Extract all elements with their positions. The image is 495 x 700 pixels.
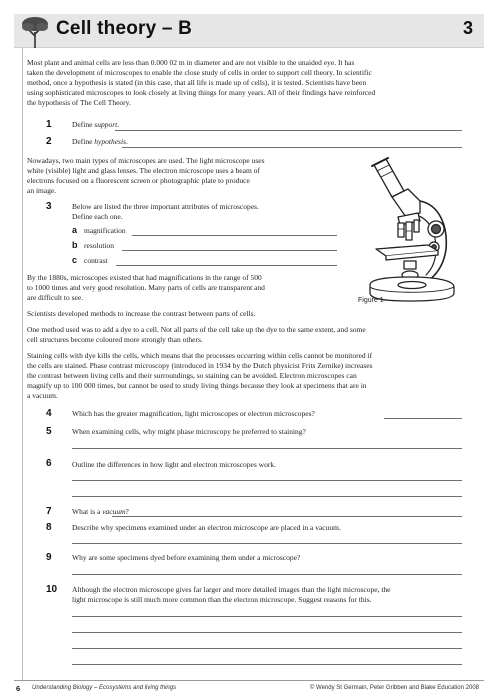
microscopes-line: white (visible) light and glass lenses. The electron microscope uses a beam of xyxy=(27,166,260,175)
part-c-label: contrast xyxy=(84,256,108,265)
answer-line[interactable] xyxy=(384,418,462,419)
figure-caption: Figure 1 xyxy=(358,297,384,304)
question-4-text: Which has the greater magnification, light microscopes or electron microscopes? xyxy=(72,409,315,418)
question-5-number: 5 xyxy=(46,426,52,437)
question-3-text: Define each one. xyxy=(72,212,123,221)
answer-line[interactable] xyxy=(72,664,462,665)
staining-line: the contrast between living cells and their surroundings, so staining can be avoided. Electron microscopes can xyxy=(27,371,357,380)
intro-line: taken the development of microscopes to enable the close study of cells in order to support cell theory. In scientific xyxy=(27,68,372,77)
part-b-letter: b xyxy=(72,240,78,250)
dye-line: One method used was to add a dye to a cell. Not all parts of the cell take up the dye to the same extent, and some xyxy=(27,325,366,334)
question-1-text: Define support. xyxy=(72,120,120,129)
question-8-text: Describe why specimens examined under an electron microscope are placed in a vacuum. xyxy=(72,523,341,532)
footer-copyright: © Wendy St Germain, Peter Gribben and Blake Education 2008 xyxy=(309,685,479,691)
tree-icon xyxy=(20,14,50,48)
intro-line: the hypothesis of The Cell Theory. xyxy=(27,98,131,107)
history-line: are difficult to see. xyxy=(27,293,84,302)
answer-line[interactable] xyxy=(116,265,337,266)
question-9-number: 9 xyxy=(46,552,52,563)
footer-book-title: Understanding Biology – Ecosystems and living things xyxy=(32,685,177,691)
microscope-illustration xyxy=(348,157,466,307)
microscopes-line: Nowadays, two main types of microscopes are used. The light microscope uses xyxy=(27,156,265,165)
answer-line[interactable] xyxy=(72,632,462,633)
dye-line: cell structures become coloured more strongly than others. xyxy=(27,335,203,344)
question-9-text: Why are some specimens dyed before examining them under a microscope? xyxy=(72,553,301,562)
staining-line: the cells are stained. Phase contrast microscopy (introduced in 1934 by the Dutch physicist Frits Zernike) increases xyxy=(27,361,373,370)
answer-line[interactable] xyxy=(122,250,337,251)
question-2-number: 2 xyxy=(46,136,52,147)
answer-line[interactable] xyxy=(72,543,462,544)
question-6-text: Outline the differences in how light and electron microscopes work. xyxy=(72,460,276,469)
staining-line: Staining cells with dye kills the cells, which means that the processes occurring within cells cannot be monitored if xyxy=(27,351,373,360)
question-1-number: 1 xyxy=(46,119,52,130)
staining-line: magnify up to 100 000 times, but cannot be used to study living things because they look at specimens that are in xyxy=(27,381,367,390)
page-title: Cell theory – B xyxy=(56,18,193,39)
intro-line: method, once a hypothesis is stated (in this case, that all life is made up of cells), it is tested. Scientists have been xyxy=(27,78,367,87)
part-a-letter: a xyxy=(72,225,78,235)
question-5-text: When examining cells, why might phase microscopy be preferred to staining? xyxy=(72,427,306,436)
footer-page-number: 6 xyxy=(16,684,21,693)
microscopes-line: an image. xyxy=(27,186,57,195)
history-line: to 1000 times and very good resolution. Many parts of cells are transparent and xyxy=(27,283,265,292)
worksheet-number: 3 xyxy=(462,18,473,38)
intro-line: using sophisticated microscopes to look closely at living things for many years. All of their findings have reinforced xyxy=(27,88,376,97)
answer-line[interactable] xyxy=(72,448,462,449)
contrast-line: Scientists developed methods to increase the contrast between parts of cells. xyxy=(27,309,256,318)
part-b-label: resolution xyxy=(84,241,114,250)
answer-line[interactable] xyxy=(72,496,462,497)
question-3-text: Below are listed the three important attributes of microscopes. xyxy=(72,202,259,211)
part-a-label: magnification xyxy=(84,226,126,235)
question-7-text: What is a vacuum? xyxy=(72,507,129,516)
answer-line[interactable] xyxy=(122,147,462,148)
question-2-text: Define hypothesis. xyxy=(72,137,128,146)
answer-line[interactable] xyxy=(72,648,462,649)
margin-rule xyxy=(22,48,23,680)
question-10-number: 10 xyxy=(46,584,58,595)
answer-line[interactable] xyxy=(72,480,462,481)
question-3-number: 3 xyxy=(46,201,52,212)
part-c-letter: c xyxy=(72,255,78,265)
question-10-text: Although the electron microscope gives far larger and more detailed images than the light microscope, the xyxy=(72,585,391,594)
answer-line[interactable] xyxy=(72,574,462,575)
question-6-number: 6 xyxy=(46,458,52,469)
answer-line[interactable] xyxy=(72,616,462,617)
answer-line[interactable] xyxy=(132,235,337,236)
history-line: By the 1880s, microscopes existed that had magnifications in the range of 500 xyxy=(27,273,262,282)
question-7-number: 7 xyxy=(46,506,52,517)
footer-rule xyxy=(14,680,484,681)
question-4-number: 4 xyxy=(46,408,52,419)
staining-line: a vacuum. xyxy=(27,391,58,400)
question-10-text: light microscope is still much more common than the electron microscope. Suggest reasons for this. xyxy=(72,595,372,604)
intro-line: Most plant and animal cells are less than 0.000 02 m in diameter and are not visible to the unaided eye. It has xyxy=(27,58,355,67)
microscopes-line: electrons focused on a fluorescent screen or photographic plate to produce xyxy=(27,176,250,185)
answer-line[interactable] xyxy=(112,516,462,517)
answer-line[interactable] xyxy=(115,130,462,131)
question-8-number: 8 xyxy=(46,522,52,533)
